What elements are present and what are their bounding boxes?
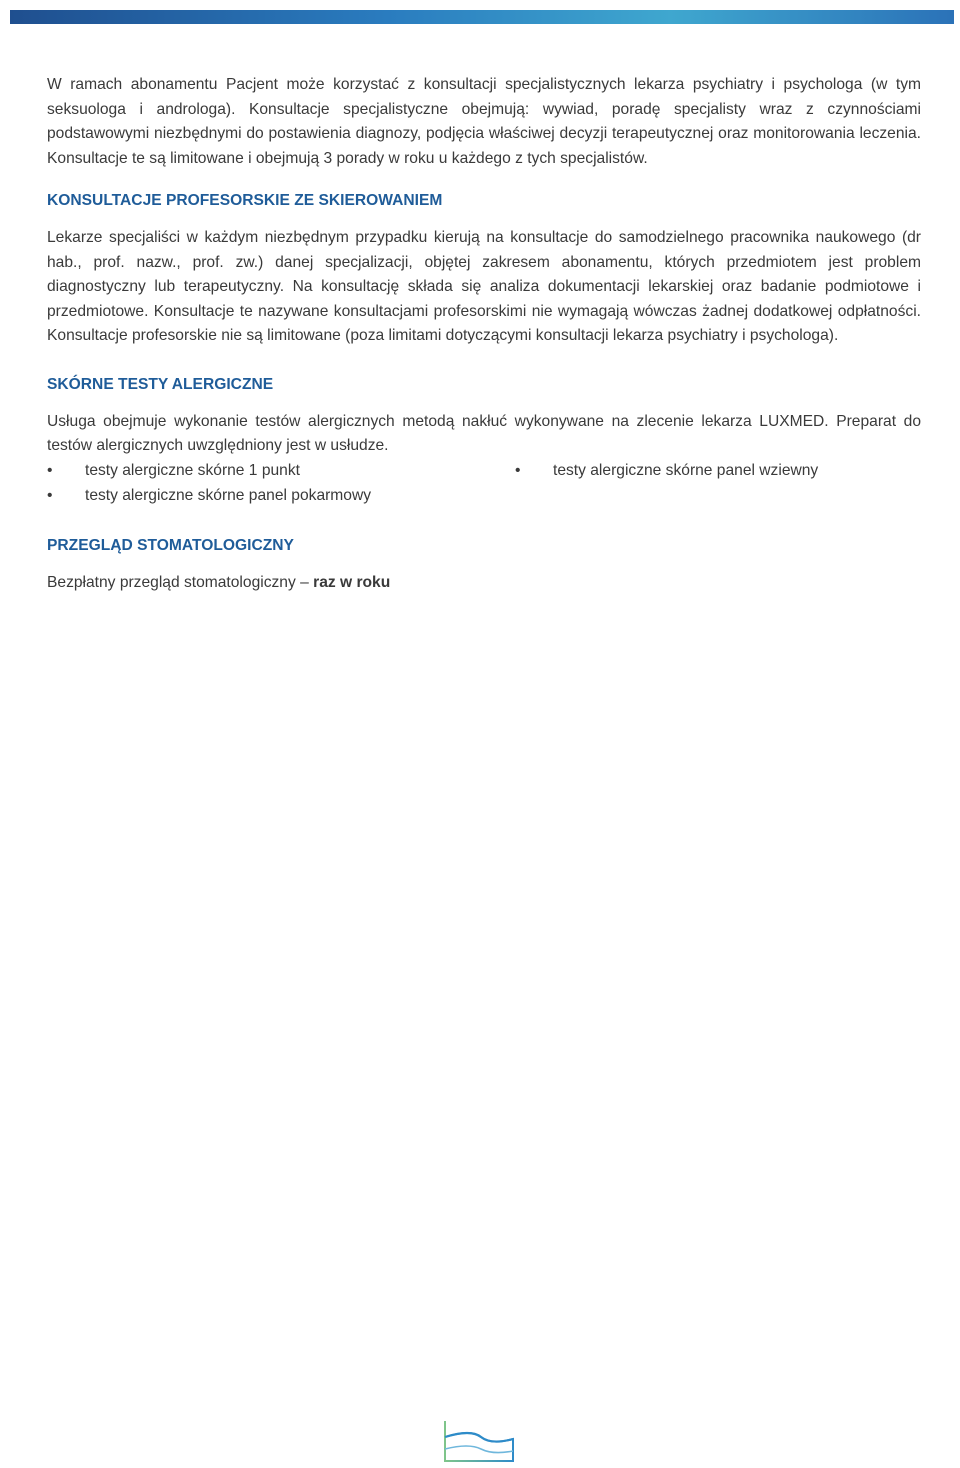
list-item bbox=[47, 459, 300, 484]
stomatologia-text: Bezpłatny przegląd stomatologiczny – bbox=[47, 573, 309, 591]
list-item bbox=[47, 484, 371, 509]
bullet-icon: • bbox=[47, 486, 53, 504]
konsultacje-profesorskie-paragraph: Lekarze specjaliści w każdym niezbędnym przypadku kierują na konsultacje do samodzielnego pracownika naukowego (dr hab., prof. nazw., prof. zw.) danej specjalizacji, objętej zakresem abonamentu, których przedmiotem jest problem diagnostyczny lub terapeutyczny. Na konsultację składa się analiza dokumentacji lekarskiej oraz badanie podmiotowe i przedmiotowe. Konsultacje te nazywane konsultacjami profesorskimi nie wymagają wówczas żadnej dodatkowej odpłatności. Konsultacje profesorskie nie są limitowane (poza limitami dotyczącymi konsultacji lekarza psychiatry i psychologa). bbox=[47, 229, 921, 344]
list-item bbox=[515, 459, 818, 484]
luxmed-wave-logo-icon bbox=[441, 1419, 517, 1463]
header-gradient-bar bbox=[10, 10, 954, 24]
list-item-label: testy alergiczne skórne panel pokarmowy bbox=[85, 486, 372, 504]
testy-alergiczne-paragraph: Usługa obejmuje wykonanie testów alergicznych metodą nakłuć wykonywane na zlecenie lekarza LUXMED. Preparat do testów alergicznych uwzględniony jest w usłudze. bbox=[47, 412, 921, 454]
stomatologia-frequency: raz w roku bbox=[313, 573, 391, 591]
intro-paragraph: W ramach abonamentu Pacjent może korzystać z konsultacji specjalistycznych lekarza psychiatry i psychologa (w tym seksuologa i androloga). Konsultacje specjalistyczne obejmują: wywiad, poradę specjalisty wraz z czynnościami podstawowymi niezbędnymi do postawienia diagnozy, podjęcia właściwej decyzji terapeutycznej oraz monitorowania leczenia. Konsultacje te są limitowane i obejmują 3 porady w roku u każdego z tych specjalistów. bbox=[47, 76, 921, 167]
list-item-label: testy alergiczne skórne panel wziewny bbox=[553, 461, 819, 479]
section-heading-testy-alergiczne: SKÓRNE TESTY ALERGICZNE bbox=[47, 375, 274, 393]
section-heading-konsultacje-profesorskie: KONSULTACJE PROFESORSKIE ZE SKIEROWANIEM bbox=[47, 192, 443, 209]
list-item-label: testy alergiczne skórne 1 punkt bbox=[85, 461, 300, 479]
bullet-icon: • bbox=[47, 461, 53, 479]
stomatologia-paragraph bbox=[47, 571, 921, 596]
section-heading-stomatologia: PRZEGLĄD STOMATOLOGICZNY bbox=[47, 536, 294, 554]
testy-alergiczne-list bbox=[47, 459, 921, 509]
bullet-icon: • bbox=[515, 461, 521, 479]
document-body bbox=[47, 73, 921, 595]
